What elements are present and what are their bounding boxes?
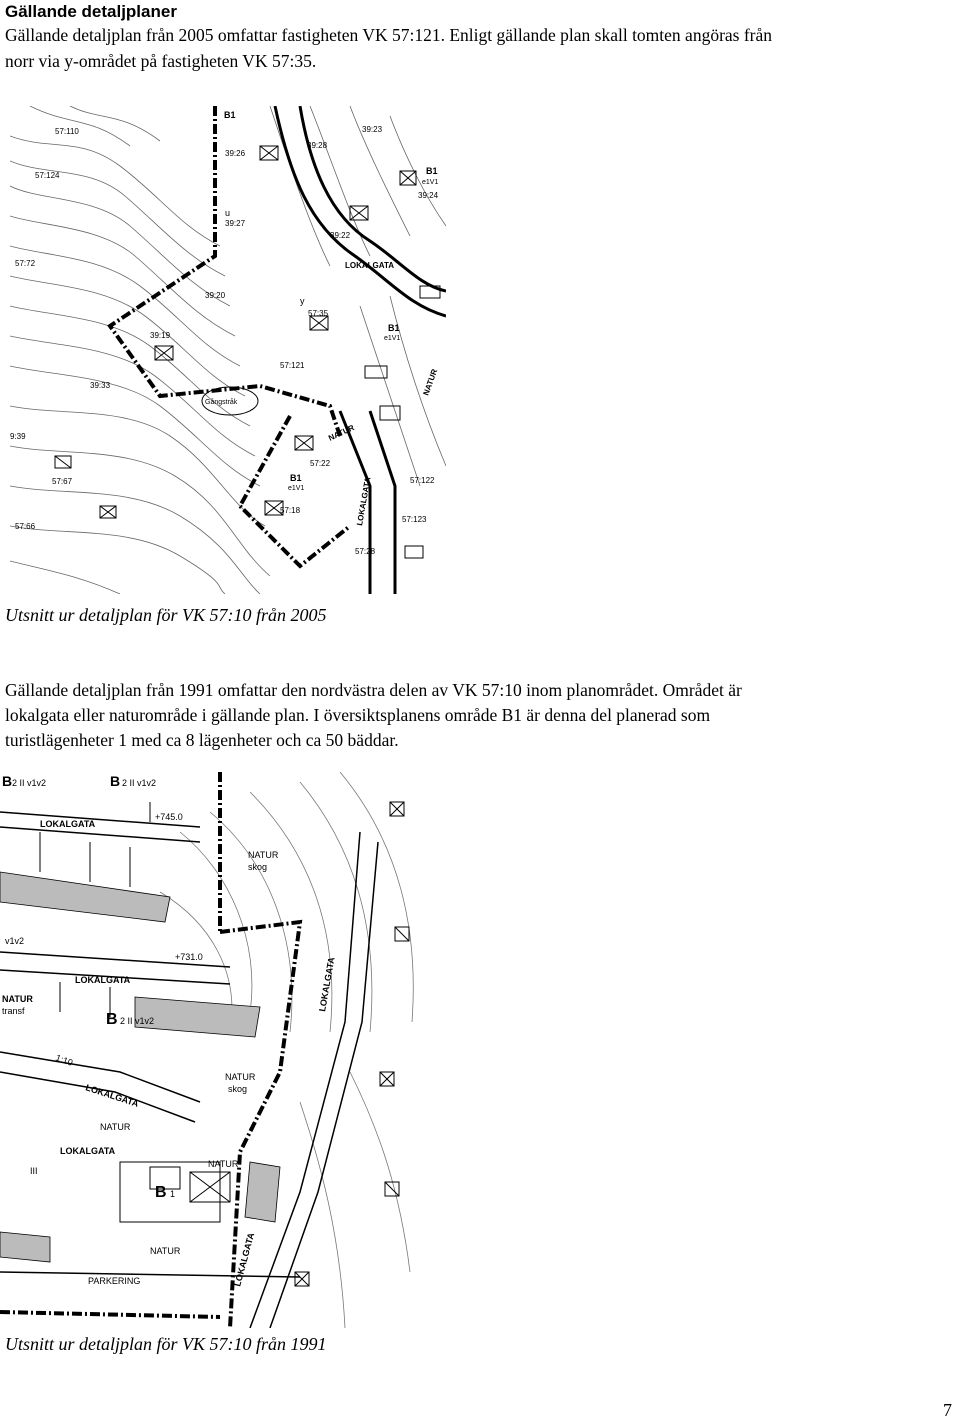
map-label: 57:124 — [35, 171, 60, 180]
map-label: B1 — [290, 473, 302, 483]
map-label: e1V1 — [288, 485, 305, 492]
intro-line-1: Gällande detaljplan från 2005 omfattar fastigheten VK 57:121. Enligt gällande plan skall tomten angöras från — [5, 25, 773, 45]
map-label: 39:24 — [418, 191, 439, 200]
map-label: PARKERING — [88, 1276, 141, 1286]
map-label: B — [106, 1011, 118, 1028]
map-label: 39:27 — [225, 219, 246, 228]
map-label: 57:67 — [52, 477, 73, 486]
map-label: LOKALGATA — [355, 476, 373, 527]
map-label: 39:20 — [205, 291, 226, 300]
map-label: LOKALGATA — [317, 956, 337, 1013]
map-label: 57:66 — [15, 522, 36, 531]
map-label: e1V1 — [384, 335, 401, 342]
map-1991-caption: Utsnitt ur detaljplan för VK 57:10 från 1991 — [5, 1334, 327, 1354]
map-label: 2 II v1v2 — [12, 778, 47, 788]
map-label: LOKALGATA — [75, 975, 131, 985]
map-label: v1v2 — [5, 936, 25, 946]
map-label: e1V1 — [422, 179, 439, 186]
map-label: NATUR — [225, 1072, 256, 1082]
map-label: u — [225, 208, 231, 218]
map-label: B1 — [224, 110, 236, 120]
map-label: 9:39 — [10, 432, 26, 441]
map-label: 39:33 — [90, 381, 111, 390]
map-label: 2 II v1v2 — [120, 1016, 155, 1026]
map-label: 1 — [170, 1189, 176, 1199]
map-label: 39:23 — [362, 125, 383, 134]
map-label: 57:121 — [280, 361, 305, 370]
map-label: B — [110, 773, 121, 789]
map-label: 1:10 — [54, 1052, 75, 1068]
detail-plan-map-2005 — [10, 106, 446, 594]
map-label: NATUR — [2, 994, 33, 1004]
map-label: 57:18 — [280, 506, 301, 515]
map-label: NATUR — [100, 1122, 131, 1132]
map-label: 57:72 — [15, 259, 36, 268]
page-number: 7 — [943, 1400, 952, 1420]
map-label: B1 — [426, 166, 438, 176]
map-label: B — [2, 773, 13, 789]
map-label: NATUR — [150, 1246, 181, 1256]
map-label: 57:22 — [310, 459, 331, 468]
map-label: 39:28 — [307, 141, 328, 150]
map-label: 2 II v1v2 — [122, 778, 157, 788]
section-heading: Gällande detaljplaner — [5, 2, 177, 21]
map-label: Gångstråk — [205, 399, 238, 406]
map-label: 39:26 — [225, 149, 246, 158]
paragraph2-line-2: lokalgata eller naturområde i gällande plan. I översiktsplanens område B1 är denna del planerad som — [5, 705, 711, 725]
intro-line-2: norr via y-området på fastigheten VK 57:35. — [5, 51, 317, 71]
map-label: NATUR — [248, 850, 279, 860]
map-label: +745.0 — [155, 812, 183, 822]
map-label: 57:110 — [55, 127, 79, 136]
map-label: LOKALGATA — [345, 261, 395, 270]
paragraph2-line-3: turistlägenheter 1 med ca 8 lägenheter och ca 50 bäddar. — [5, 730, 399, 750]
detail-plan-map-1991 — [0, 772, 432, 1328]
map-label: +731.0 — [175, 952, 203, 962]
map-label: NATUR — [208, 1159, 239, 1169]
map-label: NATUR — [327, 423, 356, 443]
map-label: 57:35 — [308, 309, 329, 318]
map-label: 57:122 — [410, 476, 435, 485]
map-2005-caption: Utsnitt ur detaljplan för VK 57:10 från 2005 — [5, 605, 327, 625]
map-label: y — [300, 296, 305, 306]
map-label: 39:19 — [150, 331, 171, 340]
map-label: LOKALGATA — [232, 1231, 257, 1288]
map-label: 39:22 — [330, 231, 351, 240]
map-label: 57:28 — [355, 547, 376, 556]
map-label: transf — [2, 1006, 25, 1016]
map-label: III — [30, 1166, 38, 1176]
map-label: skog — [228, 1084, 248, 1094]
map-label: B — [155, 1184, 167, 1201]
map-label: B1 — [388, 323, 400, 333]
map-label: LOKALGATA — [84, 1082, 140, 1109]
map-label: LOKALGATA — [60, 1146, 116, 1156]
map-label: 57:123 — [402, 515, 427, 524]
paragraph2-line-1: Gällande detaljplan från 1991 omfattar den nordvästra delen av VK 57:10 inom planområdet. Området är — [5, 680, 742, 700]
map-label: skog — [248, 862, 268, 872]
map-label: LOKALGATA — [40, 819, 96, 829]
map-label: NATUR — [421, 367, 440, 397]
